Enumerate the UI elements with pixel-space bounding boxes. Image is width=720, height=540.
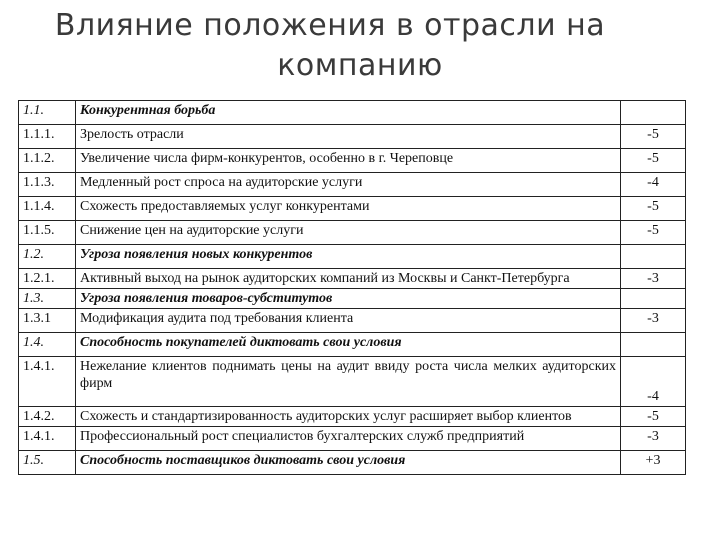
row-number: 1.1.1. bbox=[19, 125, 76, 149]
row-value bbox=[621, 101, 686, 125]
row-number: 1.3. bbox=[19, 289, 76, 309]
table-row-section bbox=[19, 245, 686, 269]
row-number: 1.4.2. bbox=[19, 407, 76, 427]
table-row-section bbox=[19, 101, 686, 125]
table-row bbox=[19, 427, 686, 451]
row-description: Активный выход на рынок аудиторских компаний из Москвы и Санкт-Петербурга bbox=[76, 269, 621, 289]
row-number: 1.1.2. bbox=[19, 149, 76, 173]
row-description: Зрелость отрасли bbox=[76, 125, 621, 149]
row-value: -5 bbox=[621, 221, 686, 245]
row-number: 1.2.1. bbox=[19, 269, 76, 289]
row-number: 1.2. bbox=[19, 245, 76, 269]
row-description: Профессиональный рост специалистов бухгалтерских служб предприятий bbox=[76, 427, 621, 451]
row-number: 1.1.3. bbox=[19, 173, 76, 197]
table-row-section bbox=[19, 451, 686, 475]
row-number: 1.1.5. bbox=[19, 221, 76, 245]
row-description: Нежелание клиентов поднимать цены на аудит ввиду роста числа мелких аудиторских фирм bbox=[76, 357, 621, 407]
row-description: Схожесть предоставляемых услуг конкурентами bbox=[76, 197, 621, 221]
row-value: -3 bbox=[621, 427, 686, 451]
table-row bbox=[19, 125, 686, 149]
row-value bbox=[621, 333, 686, 357]
row-number: 1.4. bbox=[19, 333, 76, 357]
row-value: -5 bbox=[621, 407, 686, 427]
row-description: Модификация аудита под требования клиента bbox=[76, 309, 621, 333]
row-value: -5 bbox=[621, 197, 686, 221]
row-number: 1.4.1. bbox=[19, 357, 76, 407]
row-description: Конкурентная борьба bbox=[76, 101, 621, 125]
row-description: Угроза появления товаров-субститутов bbox=[76, 289, 621, 309]
row-value: -3 bbox=[621, 269, 686, 289]
row-number: 1.3.1 bbox=[19, 309, 76, 333]
row-value: -4 bbox=[621, 357, 686, 407]
industry-factors-table bbox=[18, 100, 686, 475]
slide-title-line-2: компанию bbox=[277, 48, 443, 83]
table-row bbox=[19, 173, 686, 197]
row-description: Способность поставщиков диктовать свои условия bbox=[76, 451, 621, 475]
table-row bbox=[19, 149, 686, 173]
row-value bbox=[621, 289, 686, 309]
row-number: 1.5. bbox=[19, 451, 76, 475]
row-number: 1.1.4. bbox=[19, 197, 76, 221]
row-description: Схожесть и стандартизированность аудиторских услуг расширяет выбор клиентов bbox=[76, 407, 621, 427]
row-value: -5 bbox=[621, 149, 686, 173]
row-description: Медленный рост спроса на аудиторские услуги bbox=[76, 173, 621, 197]
row-number: 1.4.1. bbox=[19, 427, 76, 451]
row-number: 1.1. bbox=[19, 101, 76, 125]
table-row bbox=[19, 357, 686, 407]
row-description: Увеличение числа фирм-конкурентов, особенно в г. Череповце bbox=[76, 149, 621, 173]
slide-title-line-1: Влияние положения в отрасли на bbox=[54, 8, 606, 43]
table-row-section bbox=[19, 289, 686, 309]
row-description: Способность покупателей диктовать свои условия bbox=[76, 333, 621, 357]
row-value bbox=[621, 245, 686, 269]
table-row bbox=[19, 221, 686, 245]
table-row bbox=[19, 269, 686, 289]
table-row-section bbox=[19, 333, 686, 357]
row-value: +3 bbox=[621, 451, 686, 475]
table-row bbox=[19, 197, 686, 221]
table-row bbox=[19, 407, 686, 427]
slide-title bbox=[0, 6, 720, 86]
row-value: -5 bbox=[621, 125, 686, 149]
table-row bbox=[19, 309, 686, 333]
row-description: Угроза появления новых конкурентов bbox=[76, 245, 621, 269]
row-value: -4 bbox=[621, 173, 686, 197]
row-value: -3 bbox=[621, 309, 686, 333]
row-description: Снижение цен на аудиторские услуги bbox=[76, 221, 621, 245]
